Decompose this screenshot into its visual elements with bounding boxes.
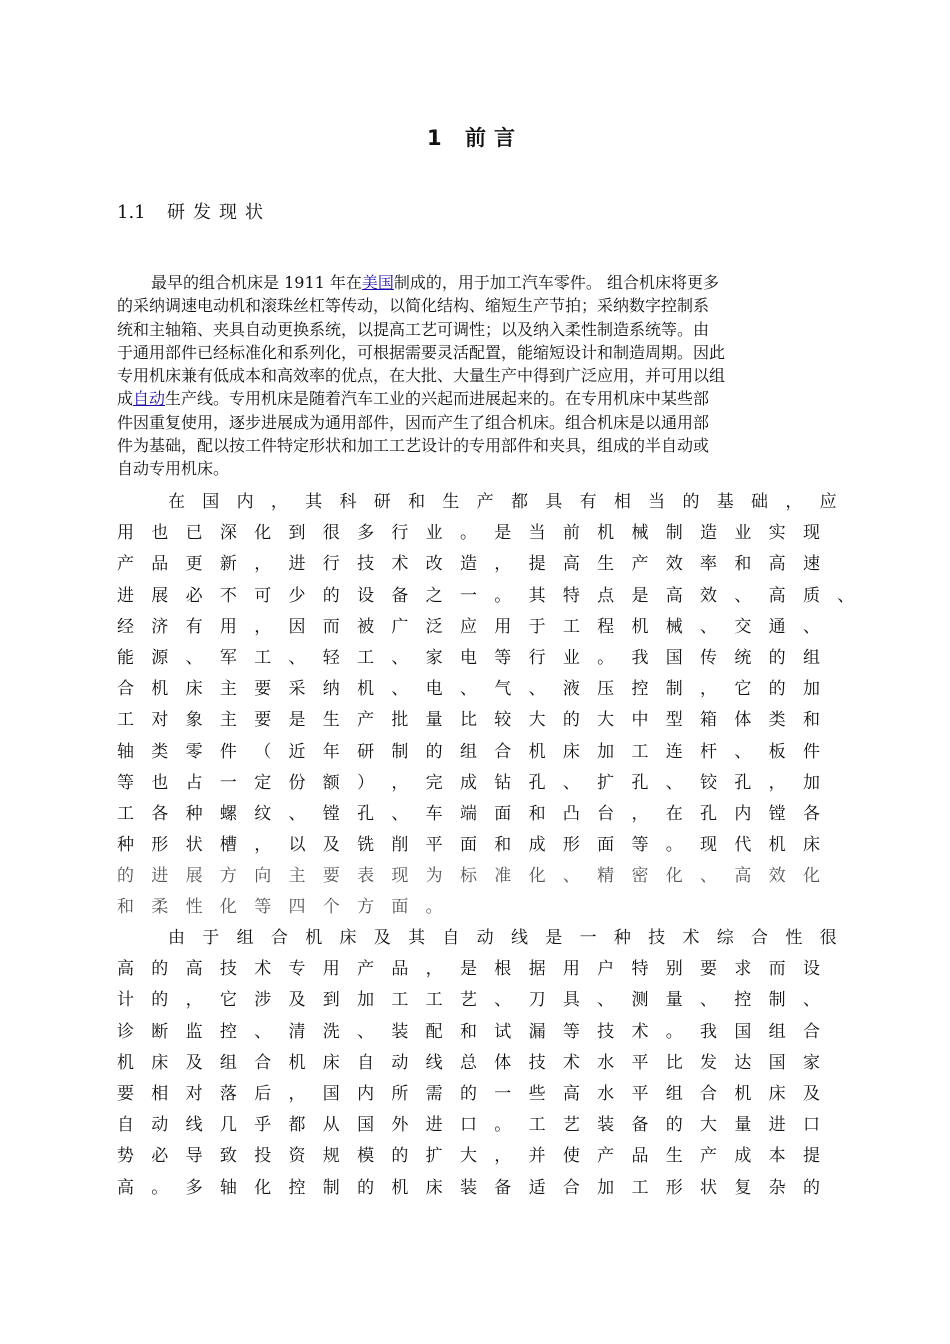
text-line: 自 动 线 几 乎 都 从 国 外 进 口 。 工 艺 装 备 的 大 量 进 口 — [117, 1115, 820, 1136]
text-segment: 于通用部件已经标准化和系列化，可根据需要灵活配置，能缩短设计和制造周期。因此 — [117, 342, 726, 362]
text-segment: 生产线。专用机床是随着汽车工业的兴起而进展起来的。在专用机床中某些部 — [165, 389, 710, 409]
text-line: 要 相 对 落 后 ， 国 内 所 需 的 一 些 高 水 平 组 合 机 床 及 — [117, 1083, 820, 1104]
text-line — [117, 364, 827, 387]
text-line: 在 国 内 ， 其 科 研 和 生 产 都 具 有 相 当 的 基 础 ， 应 — [168, 492, 837, 512]
section-number: 1.1 — [117, 202, 146, 223]
text-line: 的 进 展 方 向 主 要 表 现 为 标 准 化 、 精 密 化 、 高 效 化 — [117, 866, 820, 887]
text-segment: 的采纳调速电动机和滚珠丝杠等传动，以简化结构、缩短生产节拍；采纳数字控制系 — [117, 296, 710, 316]
section-title: 研发现状 — [167, 202, 271, 223]
text-line — [117, 457, 827, 480]
text-line: 诊 断 监 控 、 清 洗 、 装 配 和 试 漏 等 技 术 。 我 国 组 合 — [117, 1021, 820, 1042]
text-line: 工 对 象 主 要 是 生 产 批 量 比 较 大 的 大 中 型 箱 体 类 和 — [117, 710, 820, 731]
text-segment: 专用机床兼有低成本和高效率的优点，在大批、大量生产中得到广泛应用，并可用以组 — [117, 366, 726, 386]
text-line: 势 必 导 致 投 资 规 模 的 扩 大 ， 并 使 产 品 生 产 成 本 提 — [117, 1146, 820, 1167]
text-segment: 最早的组合机床是 1911 年在 — [151, 273, 362, 292]
chapter-title: 1 前言 — [427, 126, 523, 150]
text-line: 用 也 已 深 化 到 很 多 行 业 。 是 当 前 机 械 制 造 业 实 现 — [117, 523, 820, 544]
paragraph-technology — [117, 923, 837, 1204]
text-line: 机 床 及 组 合 机 床 自 动 线 总 体 技 术 水 平 比 发 达 国 家 — [117, 1052, 820, 1073]
text-line: 合 机 床 主 要 采 纳 机 、 电 、 气 、 液 压 控 制 ， 它 的 加 — [117, 679, 820, 700]
text-line — [117, 271, 827, 294]
paragraph-intro — [117, 271, 827, 481]
text-line — [117, 434, 827, 457]
text-segment: 统和主轴箱、夹具自动更换系统，以提高工艺可调性；以及纳入柔性制造系统等。由 — [117, 319, 710, 339]
text-line: 由 于 组 合 机 床 及 其 自 动 线 是 一 种 技 术 综 合 性 很 — [168, 928, 837, 948]
text-line: 等 也 占 一 定 份 额 ） ， 完 成 钻 孔 、 扩 孔 、 铰 孔 ， 加 — [117, 772, 820, 793]
text-segment: 成 — [117, 389, 134, 409]
text-line — [117, 341, 827, 364]
text-line: 种 形 状 槽 ， 以 及 铣 削 平 面 和 成 形 面 等 。 现 代 机 床 — [117, 835, 820, 856]
text-line: 经 济 有 用 ， 因 而 被 广 泛 应 用 于 工 程 机 械 、 交 通 、 — [117, 616, 820, 637]
paragraph-domestic — [117, 487, 855, 924]
text-line: 进 展 必 不 可 少 的 设 备 之 一 。 其 特 点 是 高 效 、 高 质 、 — [117, 585, 855, 606]
text-line — [117, 294, 827, 317]
hyperlink[interactable]: 自动 — [133, 389, 166, 409]
text-line: 轴 类 零 件 （ 近 年 研 制 的 组 合 机 床 加 工 连 杆 、 板 件 — [117, 741, 820, 762]
text-line: 高 的 高 技 术 专 用 产 品 ， 是 根 据 用 户 特 别 要 求 而 设 — [117, 959, 820, 980]
text-line: 能 源 、 军 工 、 轻 工 、 家 电 等 行 业 。 我 国 传 统 的 组 — [117, 647, 820, 668]
text-segment: 制成的，用于加工汽车零件。 组合机床将更多 — [393, 273, 720, 292]
text-line: 和 柔 性 化 等 四 个 方 面 。 — [117, 897, 443, 918]
text-segment: 件为基础，配以按工件特定形状和加工工艺设计的专用部件和夹具，组成的半自动或 — [117, 436, 710, 456]
text-segment: 自动专用机床。 — [117, 459, 230, 479]
section-heading — [117, 198, 271, 224]
text-line: 计 的 ， 它 涉 及 到 加 工 工 艺 、 刀 具 、 测 量 、 控 制 、 — [117, 990, 820, 1011]
hyperlink[interactable]: 美国 — [361, 273, 394, 292]
text-segment: 件因重复使用，逐步进展成为通用部件，因而产生了组合机床。组合机床是以通用部 — [117, 412, 710, 432]
text-line: 高 。 多 轴 化 控 制 的 机 床 装 备 适 合 加 工 形 状 复 杂 的 — [117, 1177, 820, 1198]
text-line — [117, 387, 827, 410]
text-line: 工 各 种 螺 纹 、 镗 孔 、 车 端 面 和 凸 台 ， 在 孔 内 镗 各 — [117, 803, 820, 824]
text-line — [117, 411, 827, 434]
text-line — [117, 318, 827, 341]
text-line: 产 品 更 新 ， 进 行 技 术 改 造 ， 提 高 生 产 效 率 和 高 速 — [117, 554, 820, 575]
